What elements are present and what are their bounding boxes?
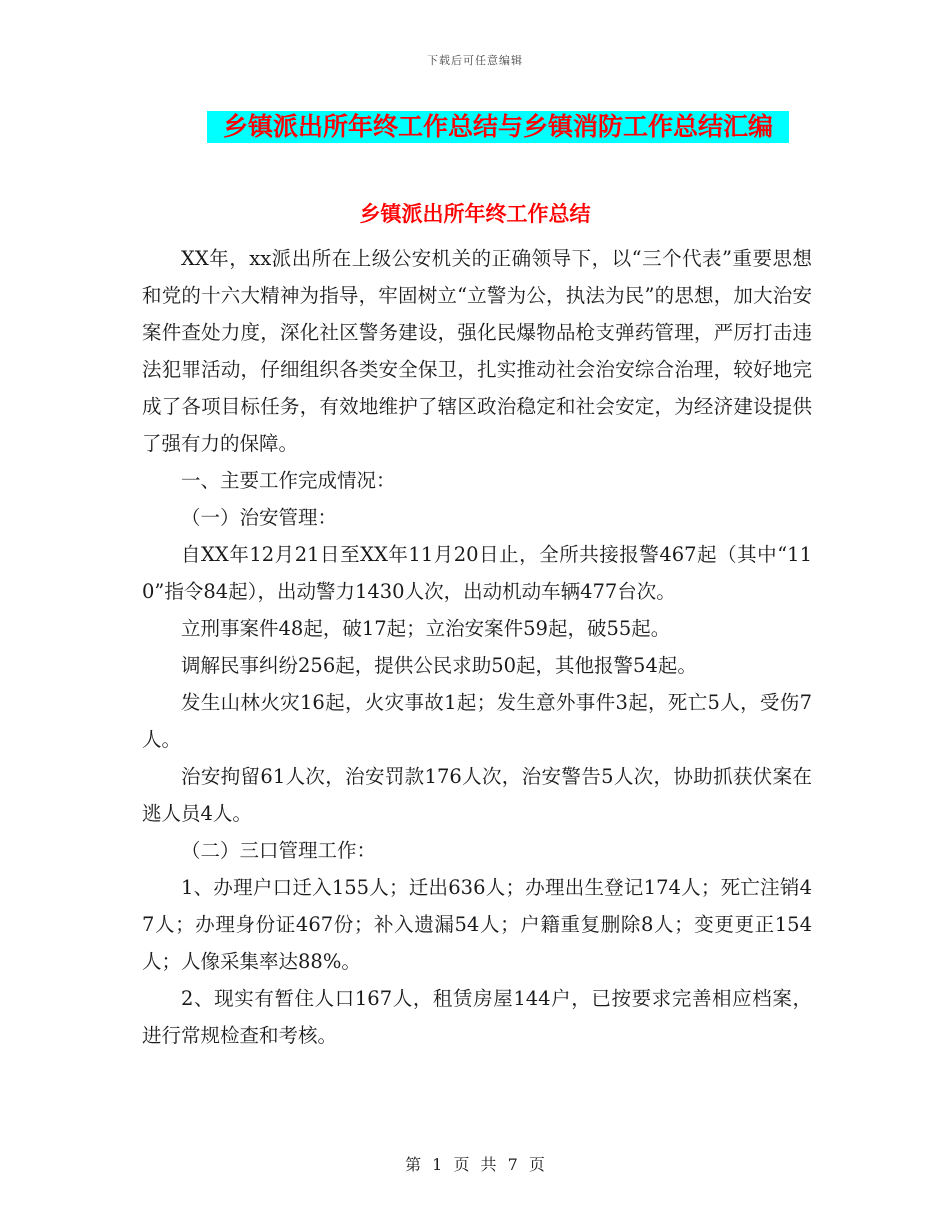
paragraph-intro: XX年，xx派出所在上级公安机关的正确领导下，以“三个代表”重要思想和党的十六大精神为指导，牢固树立“立警为公，执法为民”的思想，加大治安案件查处力度，深化社区警务建设，强化民爆物品枪支弹药管理，严厉打击违法犯罪活动，仔细组织各类安全保卫，扎实推动社会治安综合治理，较好地完成了各项目标任务，有效地维护了辖区政治稳定和社会安定，为经济建设提供了强有力的保障。 — [142, 247, 812, 455]
main-title-highlight — [207, 111, 789, 143]
paragraph-household-stats: 1、办理户口迁入155人；迁出636人；办理出生登记174人；死亡注销47人；办理身份证467份；补入遗漏54人；户籍重复删除8人；变更更正154人；人像采集率达88%。 — [142, 876, 812, 973]
paragraph-fire-stats: 发生山林火灾16起，火灾事故1起；发生意外事件3起，死亡5人，受伤7人。 — [142, 691, 812, 751]
paragraph-alarm-stats: 自XX年12月21日至XX年11月20日止，全所共接报警467起（其中“110”指令84起），出动警力1430人次，出动机动车辆477台次。 — [142, 543, 812, 603]
paragraph-dispute-stats: 调解民事纠纷256起，提供公民求助50起，其他报警54起。 — [181, 654, 697, 677]
heading-household-management: （二）三口管理工作： — [181, 839, 377, 862]
paragraph-case-stats: 立刑事案件48起，破17起；立治安案件59起，破55起。 — [181, 617, 671, 640]
main-title: 乡镇派出所年终工作总结与乡镇消防工作总结汇编 — [222, 112, 773, 141]
paragraph-detention-stats: 治安拘留61人次，治安罚款176人次，治安警告5人次，协助抓获伏案在逃人员4人。 — [142, 765, 812, 825]
paragraph-temporary-residents: 2、现实有暂住人口167人，租赁房屋144户，已按要求完善相应档案，进行常规检查和考核。 — [142, 987, 812, 1047]
header-note: 下载后可任意编辑 — [427, 54, 523, 67]
section-title: 乡镇派出所年终工作总结 — [359, 201, 591, 226]
document-body — [142, 240, 812, 1054]
page-footer: 第 1 页 共 7 页 — [405, 1155, 545, 1174]
heading-main-work: 一、主要工作完成情况： — [181, 469, 396, 492]
heading-public-security: （一）治安管理： — [181, 506, 338, 529]
